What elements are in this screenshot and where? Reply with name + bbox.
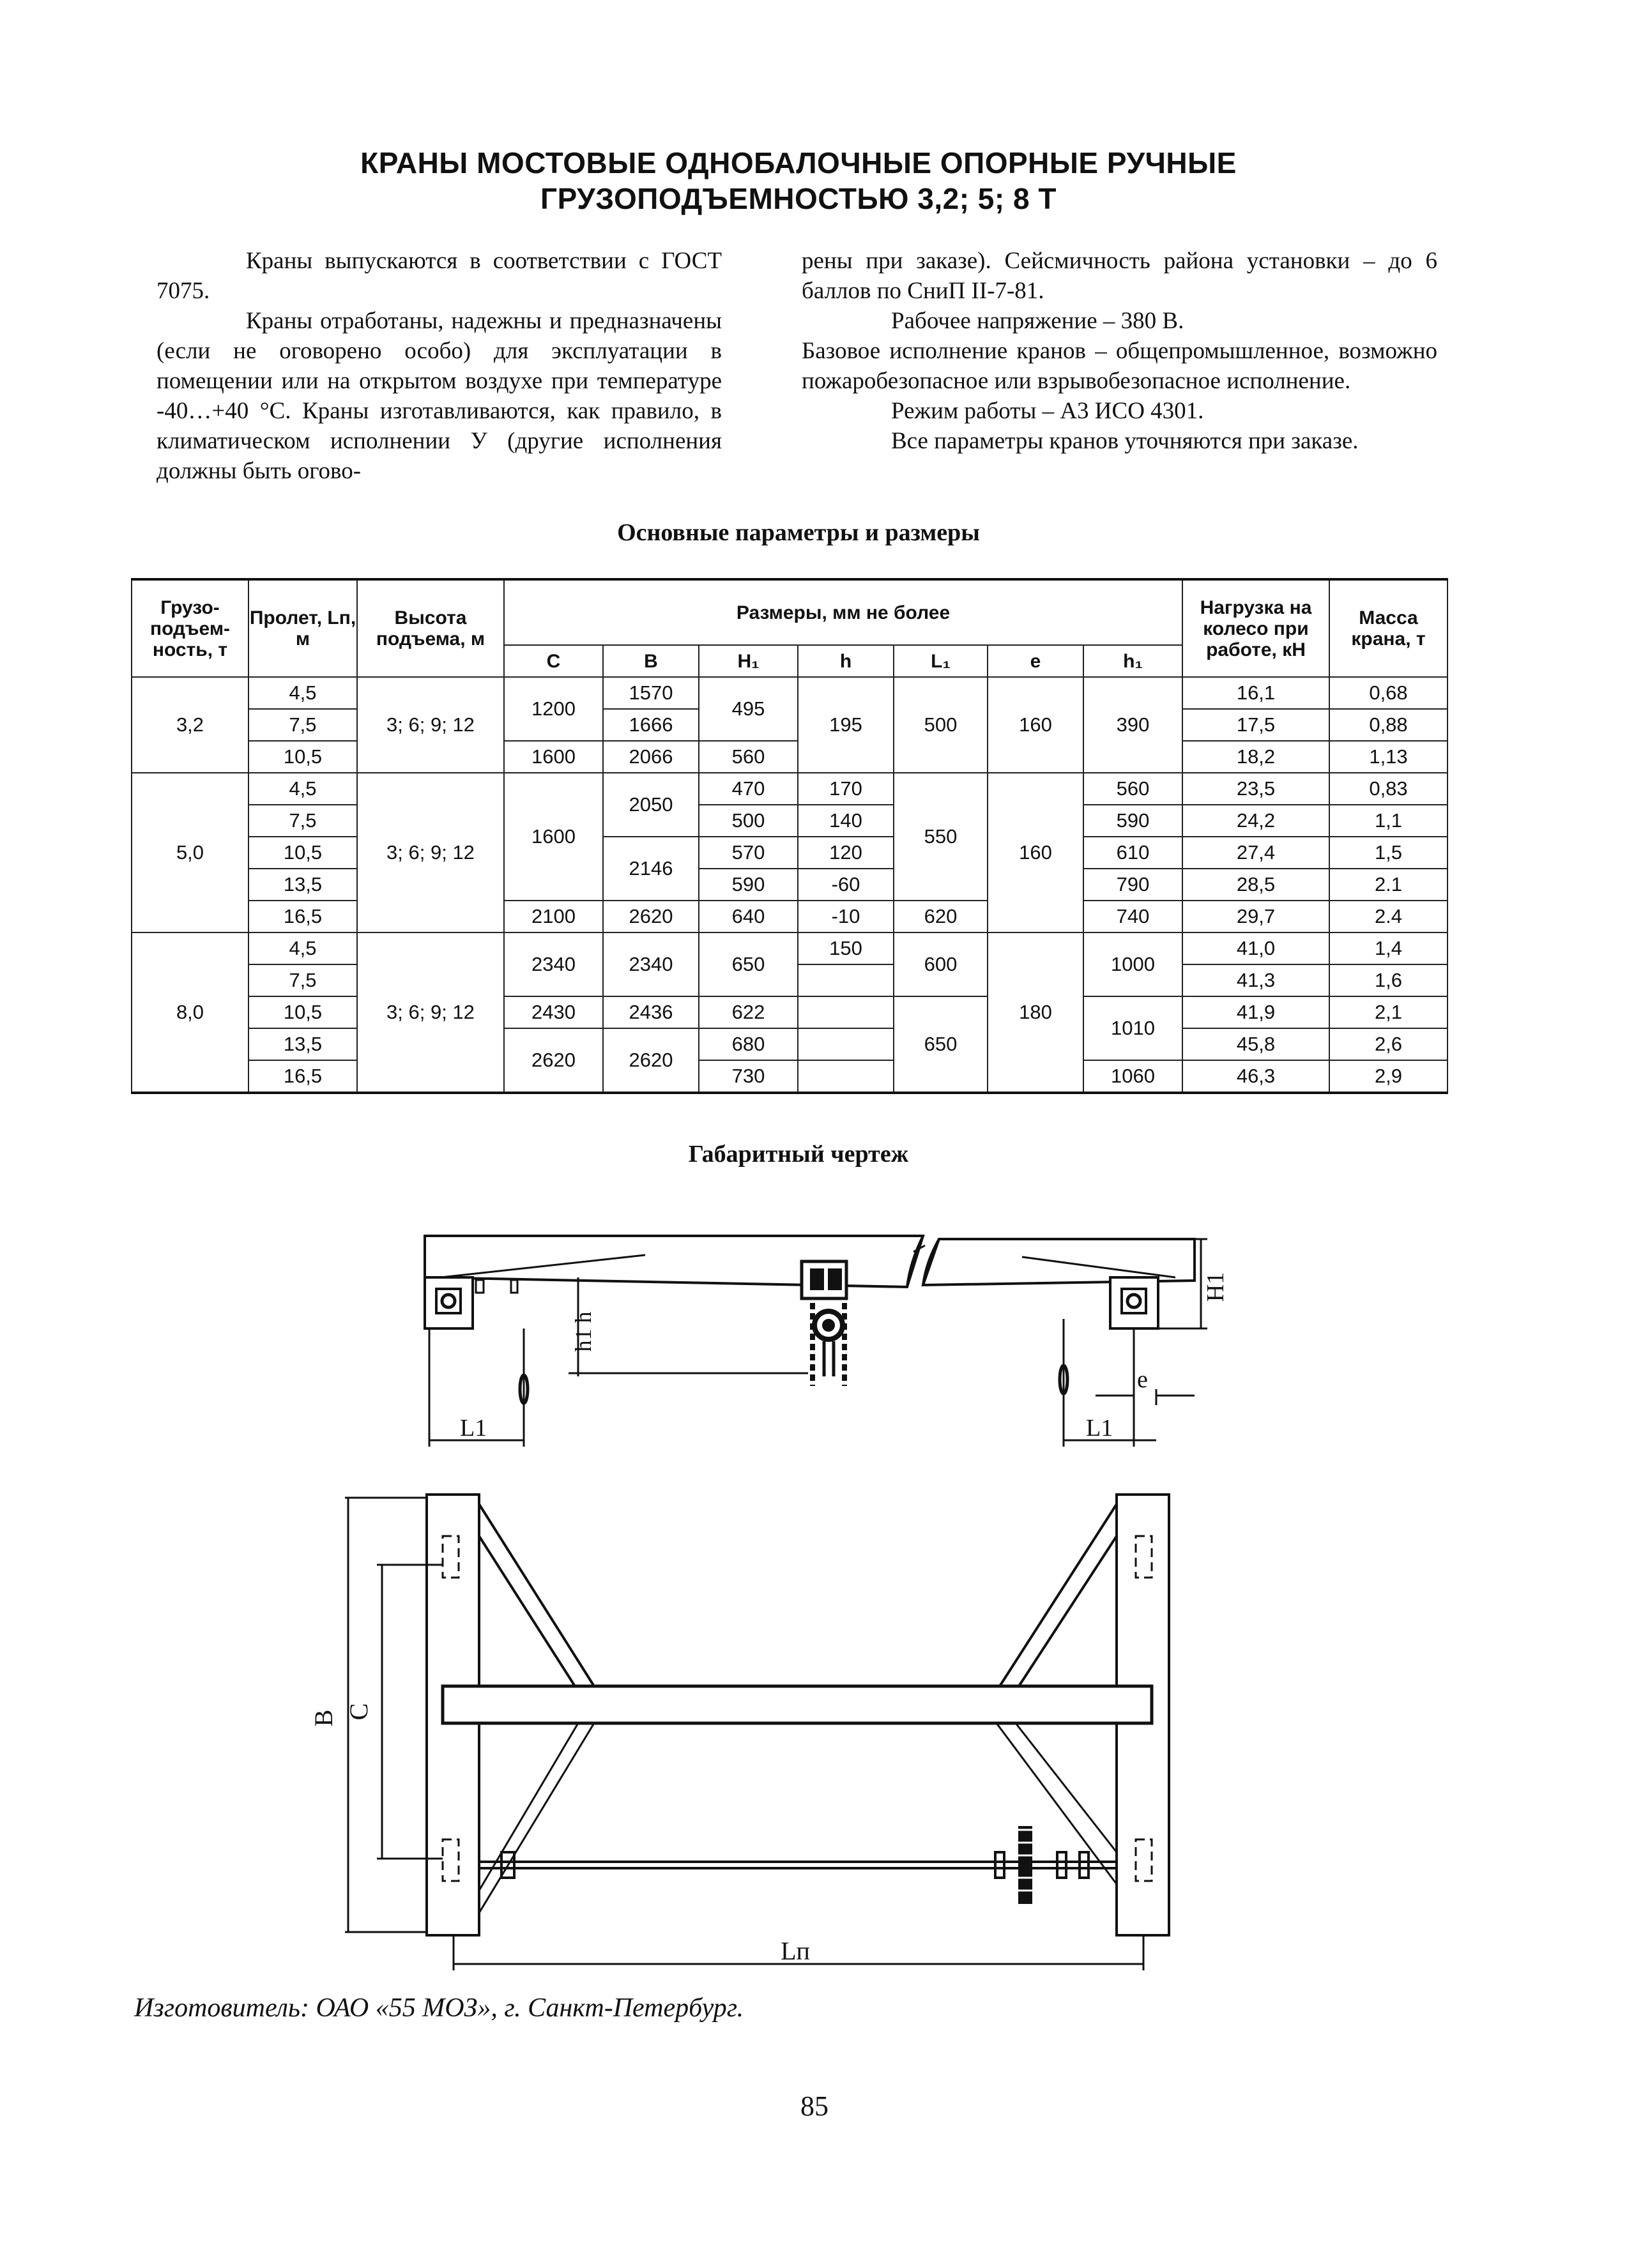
- cell-mass: 0,68: [1329, 677, 1447, 709]
- intro-paragraph: рены при заказе). Сейсмичность района установки – до 6 баллов по СниП II-7-81.: [802, 248, 1437, 304]
- main-girder: [443, 1686, 1152, 1723]
- label-C: C: [344, 1703, 373, 1721]
- cell-h1: 390: [1083, 677, 1182, 773]
- cell-mass: 1,6: [1329, 964, 1447, 996]
- drawing-title: Габаритный чертеж: [688, 1141, 909, 1168]
- cell-h1: 1000: [1083, 932, 1182, 996]
- cell-H1: 590: [699, 869, 798, 901]
- header-crane-mass: Масса крана, т: [1329, 579, 1447, 677]
- cell-h: -60: [798, 869, 894, 901]
- cell-H1: 495: [699, 677, 798, 741]
- cell-h: [798, 996, 894, 1028]
- cell-L1: 600: [894, 932, 988, 996]
- crane-drawing: [0, 1201, 1627, 1999]
- table-row: [132, 996, 1447, 1028]
- cell-h1: 1060: [1083, 1060, 1182, 1093]
- cell-H1: 650: [699, 932, 798, 996]
- cell-L1: 550: [894, 773, 988, 901]
- cell-mass: 1,4: [1329, 932, 1447, 964]
- cell-e: 160: [988, 773, 1083, 932]
- cell-L1: 500: [894, 677, 988, 773]
- cell-h: [798, 964, 894, 996]
- header-C: C: [504, 645, 603, 677]
- header-h1: h₁: [1083, 645, 1182, 677]
- cell-mass: 1,5: [1329, 837, 1447, 869]
- cell-C: 1600: [504, 773, 603, 901]
- cell-span: 10,5: [248, 741, 357, 773]
- cell-span: 7,5: [248, 805, 357, 837]
- cell-B: 2340: [603, 932, 699, 996]
- intro-paragraph: Режим работы – А3 ИСО 4301.: [891, 398, 1204, 424]
- cell-H1: 622: [699, 996, 798, 1028]
- cell-h1: 1010: [1083, 996, 1182, 1060]
- cell-span: 16,5: [248, 901, 357, 932]
- plan-view: [345, 1495, 1169, 1970]
- cell-h1: 590: [1083, 805, 1182, 837]
- cell-h: 170: [798, 773, 894, 805]
- cell-B: 2146: [603, 837, 699, 901]
- cell-C: 2620: [504, 1028, 603, 1093]
- beam-left: [425, 1236, 923, 1287]
- cell-h: -10: [798, 901, 894, 932]
- cell-span: 7,5: [248, 709, 357, 741]
- cell-H1: 680: [699, 1028, 798, 1060]
- table-row: [132, 773, 1447, 805]
- header-H1: H₁: [699, 645, 798, 677]
- table-row: [132, 932, 1447, 964]
- cell-load: 24,2: [1182, 805, 1329, 837]
- cell-mass: 2,9: [1329, 1060, 1447, 1093]
- header-B: B: [603, 645, 699, 677]
- cell-span: 4,5: [248, 677, 357, 709]
- cell-h: 195: [798, 677, 894, 773]
- cell-mass: 2.1: [1329, 869, 1447, 901]
- page-title-line-2: ГРУЗОПОДЪЕМНОСТЬЮ 3,2; 5; 8 Т: [540, 182, 1057, 215]
- cell-span: 4,5: [248, 773, 357, 805]
- cell-L1: 650: [894, 996, 988, 1093]
- cell-height: 3; 6; 9; 12: [357, 677, 504, 773]
- intro-paragraph: Краны выпускаются в соответствии с ГОСТ 7075.: [157, 248, 722, 304]
- page-number: 85: [800, 2090, 829, 2122]
- parameters-table: [131, 578, 1448, 1094]
- cell-C: 1600: [504, 741, 603, 773]
- header-lift-height: Высота подъема, м: [357, 579, 504, 677]
- cell-span: 16,5: [248, 1060, 357, 1093]
- table-row: [132, 1028, 1447, 1060]
- cell-capacity: 5,0: [132, 773, 248, 932]
- cell-load: 23,5: [1182, 773, 1329, 805]
- cell-load: 28,5: [1182, 869, 1329, 901]
- cell-h: 150: [798, 932, 894, 964]
- cell-height: 3; 6; 9; 12: [357, 932, 504, 1093]
- cell-H1: 730: [699, 1060, 798, 1093]
- cell-C: 2340: [504, 932, 603, 996]
- cell-h1: 610: [1083, 837, 1182, 869]
- cell-C: 2430: [504, 996, 603, 1028]
- table-row: [132, 741, 1447, 773]
- cell-B: 2436: [603, 996, 699, 1028]
- table-row: [132, 1060, 1447, 1093]
- intro-right-column: [802, 246, 1437, 456]
- cell-B: 2620: [603, 901, 699, 932]
- cell-e: 160: [988, 677, 1083, 773]
- cell-load: 46,3: [1182, 1060, 1329, 1093]
- cell-h1: 790: [1083, 869, 1182, 901]
- end-truck-right: [1110, 1277, 1158, 1328]
- cell-mass: 2.4: [1329, 901, 1447, 932]
- cell-h: 140: [798, 805, 894, 837]
- cell-B: 1666: [603, 709, 699, 741]
- cell-mass: 2,1: [1329, 996, 1447, 1028]
- label-B: B: [309, 1709, 338, 1727]
- intro-paragraph: Краны отработаны, надежны и предназначены (если не оговорено особо) для эксплуатации в помещении или на открытом воздухе при температуре -40…+40 °С. Краны изготавливаются, как правило, в климатическом исполнении У (другие исполнения должны быть огово-: [157, 308, 722, 484]
- cell-B: 2620: [603, 1028, 699, 1093]
- label-L1-right: L1: [1086, 1415, 1113, 1442]
- cell-load: 41,9: [1182, 996, 1329, 1028]
- intro-left-column: [157, 246, 722, 486]
- cell-span: 13,5: [248, 1028, 357, 1060]
- label-Ln: Lп: [781, 1937, 810, 1965]
- table-row: [132, 837, 1447, 869]
- cell-H1: 470: [699, 773, 798, 805]
- cell-span: 4,5: [248, 932, 357, 964]
- table-row: [132, 677, 1447, 709]
- table-row: [132, 805, 1447, 837]
- cell-load: 45,8: [1182, 1028, 1329, 1060]
- end-truck-left: [425, 1277, 473, 1328]
- label-e: e: [1137, 1366, 1148, 1393]
- cell-load: 27,4: [1182, 837, 1329, 869]
- cell-mass: 2,6: [1329, 1028, 1447, 1060]
- cell-load: 41,0: [1182, 932, 1329, 964]
- header-e: e: [988, 645, 1083, 677]
- cell-B: 2050: [603, 773, 699, 837]
- header-dimensions: Размеры, мм не более: [504, 579, 1182, 645]
- cell-h1: 740: [1083, 901, 1182, 932]
- hoist: [802, 1261, 846, 1386]
- cell-h1: 560: [1083, 773, 1182, 805]
- label-H1: H1: [1202, 1272, 1229, 1302]
- cell-load: 18,2: [1182, 741, 1329, 773]
- header-capacity: Грузо-подъем-ность, т: [132, 579, 248, 677]
- label-L1-left: L1: [460, 1415, 487, 1442]
- cell-load: 41,3: [1182, 964, 1329, 996]
- cell-C: 1200: [504, 677, 603, 741]
- cell-span: 10,5: [248, 837, 357, 869]
- table-row: [132, 901, 1447, 932]
- cell-span: 13,5: [248, 869, 357, 901]
- cell-mass: 1,13: [1329, 741, 1447, 773]
- intro-paragraph: Все параметры кранов уточняются при заказе.: [891, 428, 1359, 454]
- cell-mass: 0,88: [1329, 709, 1447, 741]
- cell-C: 2100: [504, 901, 603, 932]
- intro-paragraph: Рабочее напряжение – 380 В.: [891, 308, 1184, 334]
- manufacturer-note: Изготовитель: ОАО «55 МОЗ», г. Санкт-Петербург.: [134, 1993, 744, 2023]
- cell-capacity: 8,0: [132, 932, 248, 1093]
- label-h1-h: h1 h: [570, 1311, 596, 1352]
- cell-e: 180: [988, 932, 1083, 1093]
- cell-span: 10,5: [248, 996, 357, 1028]
- cell-L1: 620: [894, 901, 988, 932]
- header-h: h: [798, 645, 894, 677]
- cell-H1: 560: [699, 741, 798, 773]
- cell-height: 3; 6; 9; 12: [357, 773, 504, 932]
- table-title: Основные параметры и размеры: [617, 519, 980, 546]
- cell-h: [798, 1028, 894, 1060]
- cell-H1: 500: [699, 805, 798, 837]
- cell-H1: 640: [699, 901, 798, 932]
- header-L1: L₁: [894, 645, 988, 677]
- cell-load: 29,7: [1182, 901, 1329, 932]
- page-title-line-1: КРАНЫ МОСТОВЫЕ ОДНОБАЛОЧНЫЕ ОПОРНЫЕ РУЧНЫЕ: [360, 146, 1237, 179]
- cell-mass: 0,83: [1329, 773, 1447, 805]
- header-span: Пролет, Lп, м: [248, 579, 357, 677]
- cell-H1: 570: [699, 837, 798, 869]
- table-row: [132, 869, 1447, 901]
- header-wheel-load: Нагрузка на колесо при работе, кН: [1182, 579, 1329, 677]
- cell-capacity: 3,2: [132, 677, 248, 773]
- cell-B: 1570: [603, 677, 699, 709]
- cell-B: 2066: [603, 741, 699, 773]
- intro-paragraph: Базовое исполнение кранов – общепромышленное, возможно пожаробезопасное или взрывобезопасное исполнение.: [802, 338, 1437, 394]
- cell-load: 17,5: [1182, 709, 1329, 741]
- cell-mass: 1,1: [1329, 805, 1447, 837]
- cell-load: 16,1: [1182, 677, 1329, 709]
- cell-h: 120: [798, 837, 894, 869]
- cell-span: 7,5: [248, 964, 357, 996]
- cell-h: [798, 1060, 894, 1093]
